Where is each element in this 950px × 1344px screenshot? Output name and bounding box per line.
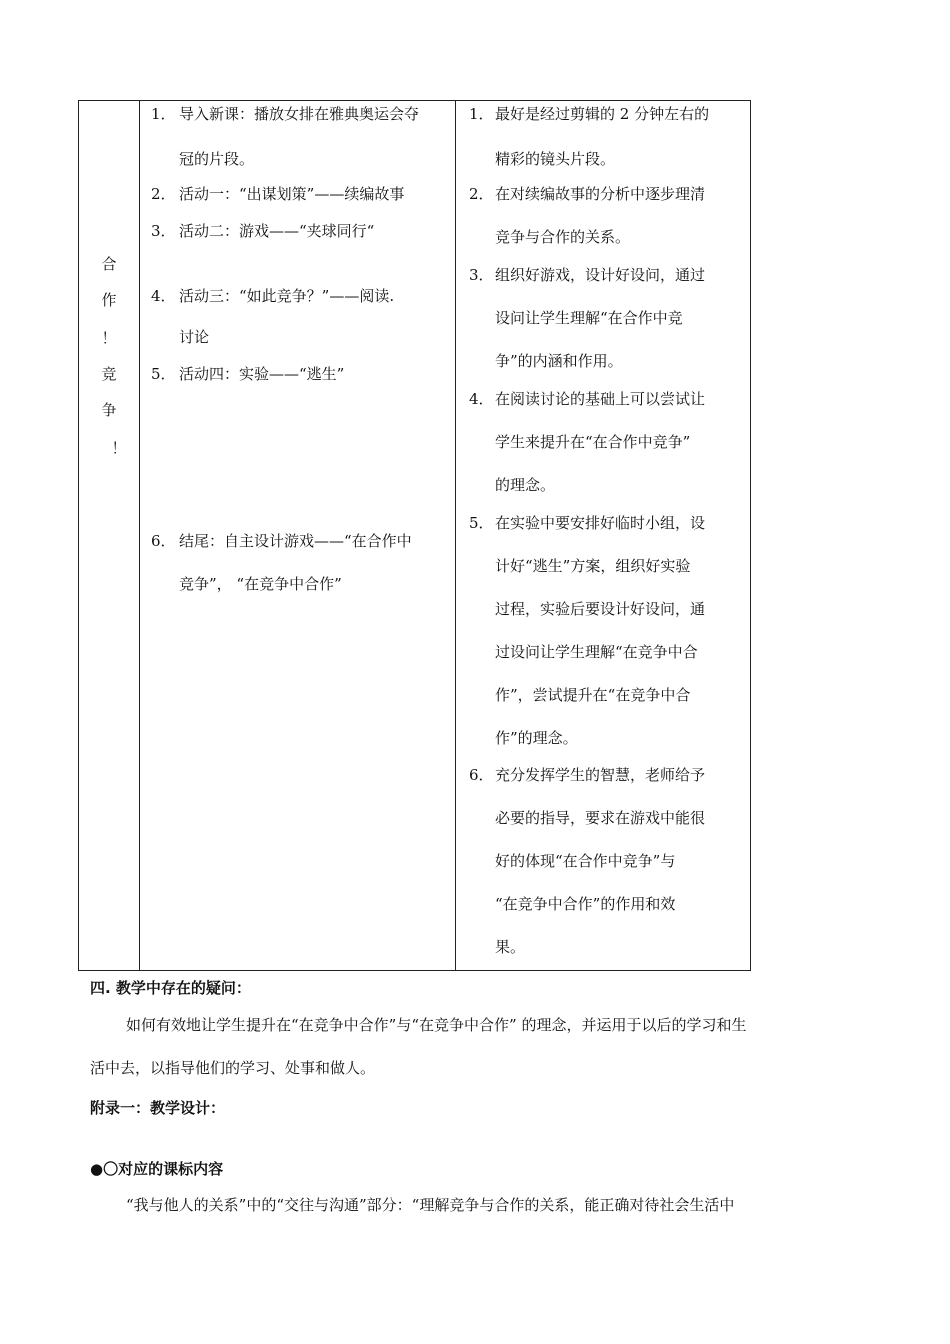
- appendix-paragraph: “我与他人的关系”中的“交往与沟通”部分：“理解竞争与合作的关系，能正确对待社会生活中: [126, 1196, 735, 1214]
- note-line: 争”的内涵和作用。: [495, 352, 623, 370]
- activity-number: 3．: [151, 222, 176, 240]
- note-line: 果。: [495, 938, 526, 956]
- note-number: 3．: [469, 266, 494, 284]
- activity-number: 4．: [151, 287, 176, 305]
- activity-line: 讨论: [179, 328, 210, 346]
- note-number: 1．: [469, 105, 494, 123]
- note-line: 作”的理念。: [495, 729, 578, 747]
- side-char: 竞: [101, 365, 117, 383]
- column-divider: [139, 101, 140, 970]
- note-number: 6．: [469, 766, 494, 784]
- side-char: 合: [101, 255, 117, 273]
- note-line: 最好是经过剪辑的 2 分钟左右的: [495, 105, 710, 123]
- note-line: 过设问让学生理解“在竞争中合: [495, 643, 698, 661]
- side-char: 争: [101, 401, 117, 419]
- side-char: ！: [111, 439, 127, 457]
- note-line: 设问让学生理解“在合作中竞: [495, 309, 683, 327]
- note-line: 的理念。: [495, 476, 556, 494]
- appendix-subheading: ●〇对应的课标内容: [90, 1160, 224, 1178]
- note-line: 必要的指导，要求在游戏中能很: [495, 809, 706, 827]
- note-line: 在对续编故事的分析中逐步理清: [495, 185, 706, 203]
- side-char: ！: [101, 329, 117, 347]
- activity-number: 5．: [151, 365, 176, 383]
- activity-line: 活动三：“如此竞争？”——阅读.: [179, 287, 395, 305]
- note-line: 计好“逃生”方案，组织好实验: [495, 557, 691, 575]
- note-line: 在阅读讨论的基础上可以尝试让: [495, 390, 706, 408]
- note-line: 组织好游戏，设计好设问，通过: [495, 266, 706, 284]
- note-number: 2．: [469, 185, 494, 203]
- note-line: “在竞争中合作”的作用和效: [495, 895, 676, 913]
- note-line: 学生来提升在“在合作中竞争”: [495, 433, 691, 451]
- note-line: 精彩的镜头片段。: [495, 150, 616, 168]
- side-char: 作: [101, 291, 117, 309]
- activity-line: 冠的片段。: [179, 150, 255, 168]
- section-paragraph-line: 如何有效地让学生提升在“在竞争中合作”与“在竞争中合作” 的理念，并运用于以后的学习和生: [126, 1016, 747, 1034]
- note-line: 在实验中要安排好临时小组，设: [495, 514, 706, 532]
- note-line: 竞争与合作的关系。: [495, 228, 631, 246]
- activity-number: 1．: [151, 105, 176, 123]
- note-line: 好的体现“在合作中竞争”与: [495, 852, 676, 870]
- activity-line: 活动一：“出谋划策”——续编故事: [179, 185, 405, 203]
- activity-number: 6．: [151, 532, 176, 550]
- appendix-heading: 附录一：教学设计：: [90, 1099, 226, 1117]
- section-paragraph-line: 活中去，以指导他们的学习、处事和做人。: [90, 1059, 376, 1077]
- note-line: 作”，尝试提升在“在竞争中合: [495, 686, 691, 704]
- activity-line: 竞争”， “在竞争中合作”: [179, 575, 342, 593]
- activity-line: 导入新课：播放女排在雅典奥运会夺: [179, 105, 420, 123]
- activity-line: 活动二：游戏——“夹球同行“: [179, 222, 375, 240]
- note-line: 过程，实验后要设计好设问，通: [495, 600, 706, 618]
- note-number: 5．: [469, 514, 494, 532]
- activity-number: 2．: [151, 185, 176, 203]
- note-line: 充分发挥学生的智慧，老师给予: [495, 766, 706, 784]
- section-heading: 四. 教学中存在的疑问：: [90, 979, 251, 997]
- note-number: 4．: [469, 390, 494, 408]
- activity-line: 活动四：实验——“逃生”: [179, 365, 345, 383]
- column-divider: [455, 101, 456, 970]
- lesson-table: [78, 100, 751, 971]
- activity-line: 结尾：自主设计游戏——“在合作中: [179, 532, 412, 550]
